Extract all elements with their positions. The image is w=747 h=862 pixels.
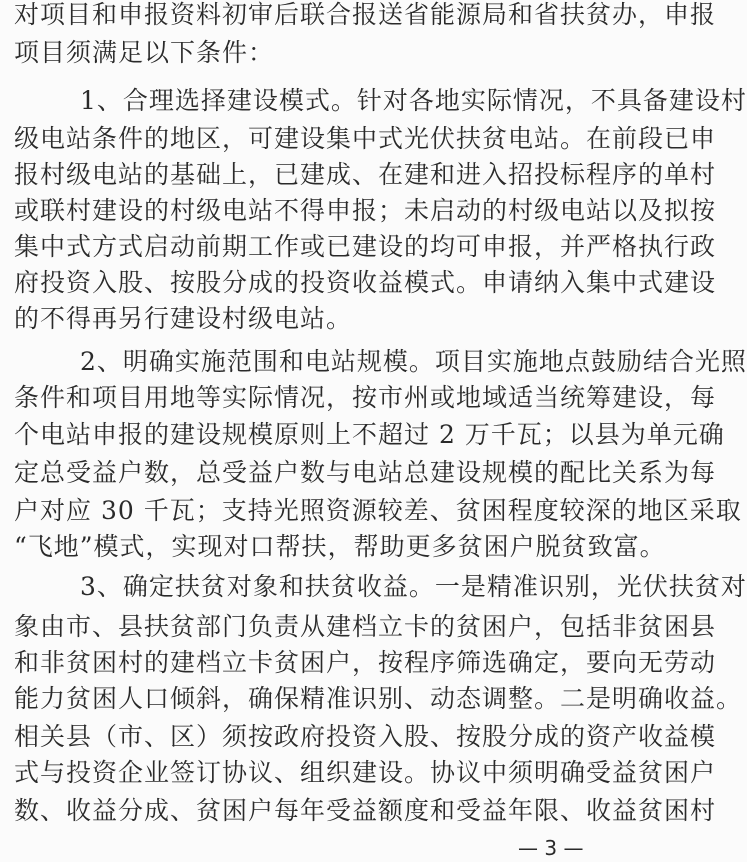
page-number: — 3 — bbox=[518, 836, 584, 860]
text-line: 府投资入股、按股分成的投资收益模式。申请纳入集中式建设 bbox=[14, 268, 717, 297]
text-line: 对项目和申报资料初审后联合报送省能源局和省扶贫办，申报 bbox=[14, 0, 717, 29]
text-line: 相关县（市、区）须按政府投资入股、按股分成的资产收益模 bbox=[14, 722, 717, 751]
text-line: 3、确定扶贫对象和扶贫收益。一是精准识别，光伏扶贫对 bbox=[80, 572, 747, 601]
text-line: 定总受益户数，总受益户数与电站总建设规模的配比关系为每 bbox=[14, 458, 717, 487]
text-line: 象由市、县扶贫部门负责从建档立卡的贫困户，包括非贫困县 bbox=[14, 612, 717, 641]
text-line: 和非贫困村的建档立卡贫困户，按程序筛选确定，要向无劳动 bbox=[14, 648, 717, 677]
text-line: 级电站条件的地区，可建设集中式光伏扶贫电站。在前段已申 bbox=[14, 124, 717, 153]
text-line: 个电站申报的建设规模原则上不超过 2 万千瓦；以县为单元确 bbox=[14, 420, 725, 449]
text-line: “飞地”模式，实现对口帮扶，帮助更多贫困户脱贫致富。 bbox=[14, 532, 666, 561]
text-line: 式与投资企业签订协议、组织建设。协议中须明确受益贫困户 bbox=[14, 758, 717, 787]
text-line: 1、合理选择建设模式。针对各地实际情况，不具备建设村 bbox=[80, 86, 747, 115]
text-line: 项目须满足以下条件： bbox=[14, 38, 275, 67]
text-line: 报村级电站的基础上，已建成、在建和进入招投标程序的单村 bbox=[14, 160, 717, 189]
text-line: 数、收益分成、贫困户每年受益额度和受益年限、收益贫困村 bbox=[14, 796, 717, 825]
text-line: 的不得再另行建设村级电站。 bbox=[14, 304, 353, 333]
text-line: 集中式方式启动前期工作或已建设的均可申报，并严格执行政 bbox=[14, 232, 717, 261]
text-line: 户对应 30 千瓦；支持光照资源较差、贫困程度较深的地区采取 bbox=[14, 496, 742, 525]
text-line: 2、明确实施范围和电站规模。项目实施地点鼓励结合光照 bbox=[80, 347, 747, 376]
text-line: 条件和项目用地等实际情况，按市州或地域适当统筹建设，每 bbox=[14, 383, 717, 412]
text-line: 能力贫困人口倾斜，确保精准识别、动态调整。二是明确收益。 bbox=[14, 684, 743, 713]
text-line: 或联村建设的村级电站不得申报；未启动的村级电站以及拟按 bbox=[14, 196, 717, 225]
